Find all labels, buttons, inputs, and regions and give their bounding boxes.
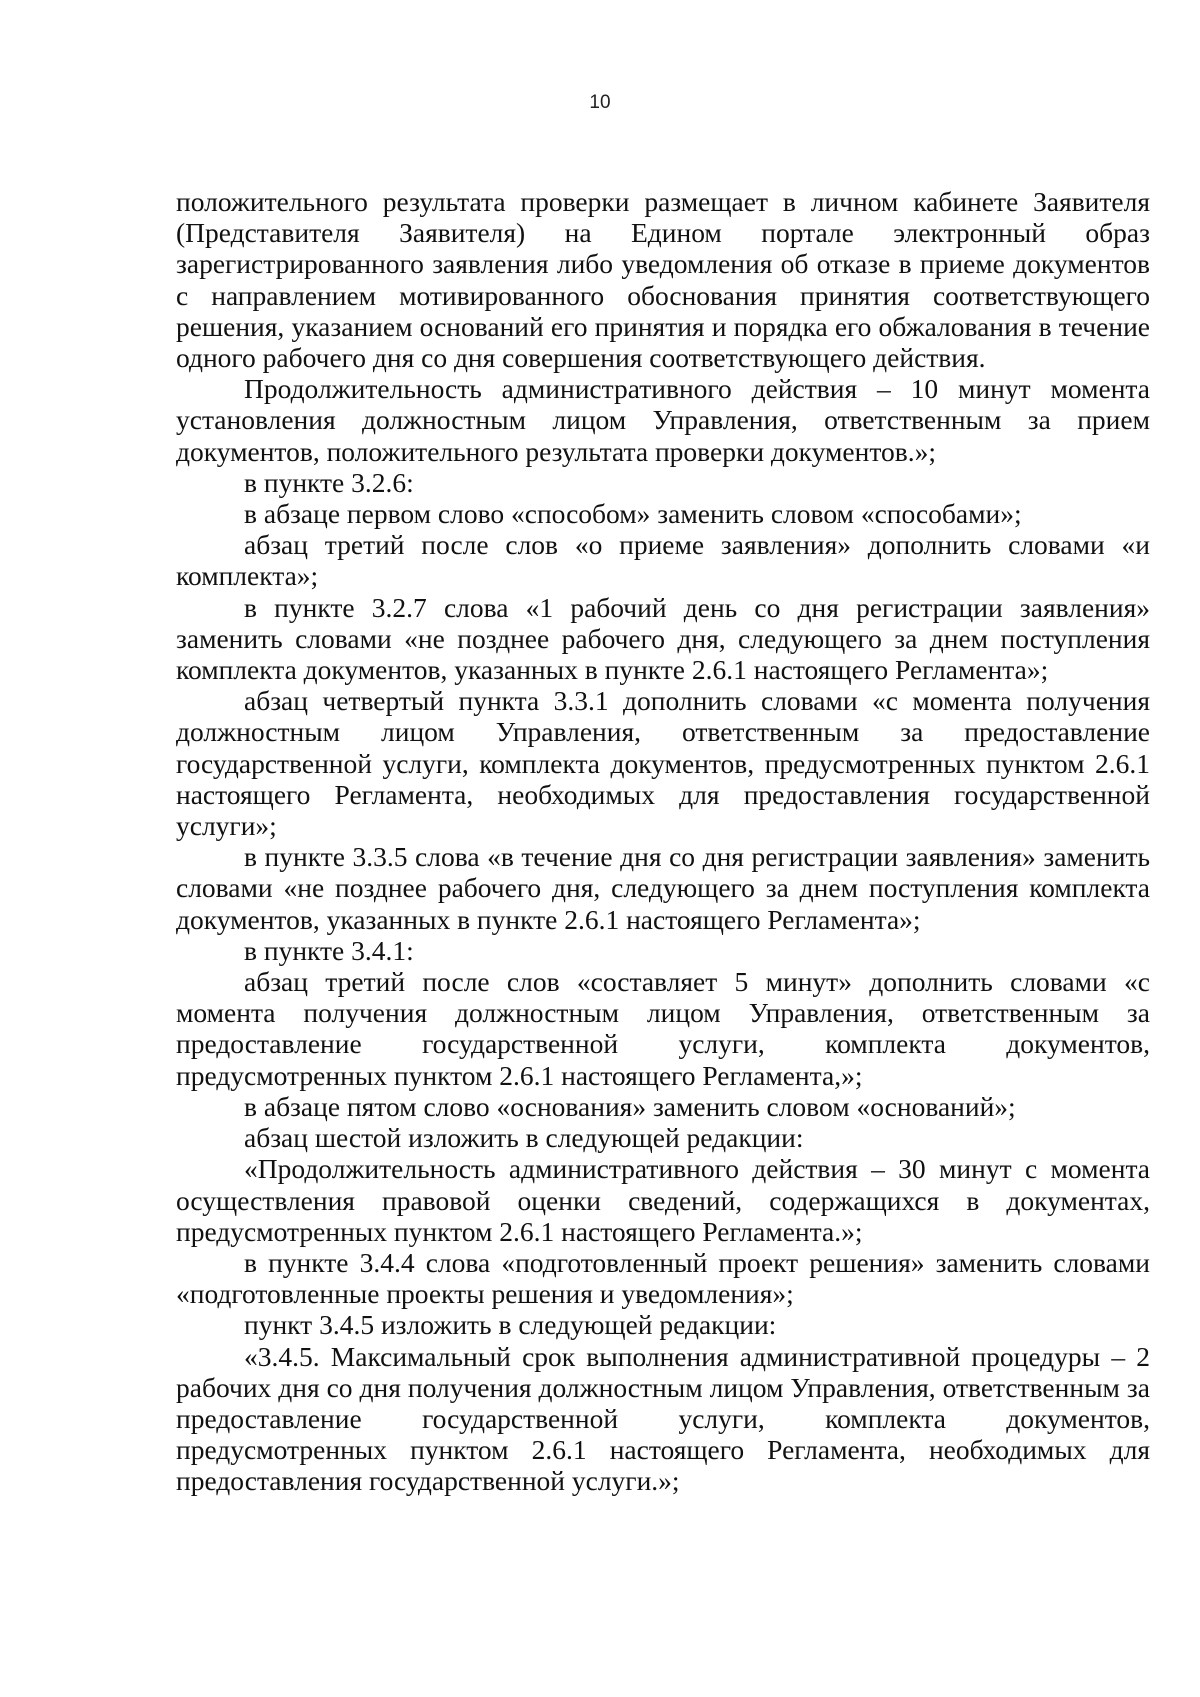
paragraph-3-4-1-sixth: абзац шестой изложить в следующей редакции:: [244, 1122, 804, 1154]
paragraph-3-2-6-first: в абзаце первом слово «способом» заменить словом «способами»;: [244, 498, 1022, 530]
page-number: 10: [589, 92, 611, 113]
paragraph-continuation: положительного результата проверки размещает в личном кабинете Заявителя (Представителя Заявителя) на Едином портале электронный образ зарегистрированного заявления либо уведомления об отказе в приеме документов с направлением мотивированного обоснования принятия соответствующего решения, указанием оснований его принятия и порядка его обжалования в течение одного рабочего дня со дня совершения соответствующего действия.: [176, 186, 1150, 374]
paragraph-item-3-4-4: в пункте 3.4.4 слова «подготовленный проект решения» заменить словами «подготовленные проекты решения и уведомления»;: [176, 1246, 1150, 1310]
paragraph-item-3-4-5: пункт 3.4.5 изложить в следующей редакции:: [244, 1309, 777, 1341]
paragraph-3-4-1-fifth: в абзаце пятом слово «основания» заменить словом «оснований»;: [244, 1090, 1016, 1122]
paragraph-duration-30-min: «Продолжительность административного действия – 30 минут с момента осуществления правовой оценки сведений, содержащихся в документах, предусмотренных пунктом 2.6.1 настоящего Регламента.»;: [176, 1153, 1150, 1247]
paragraph-item-3-2-7: в пункте 3.2.7 слова «1 рабочий день со дня регистрации заявления» заменить словами «не позднее рабочего дня, следующего за днем поступления комплекта документов, указанных в пункте 2.6.1 настоящего Регламента»;: [176, 591, 1150, 686]
paragraph-3-2-6-third: абзац третий после слов «о приеме заявления» дополнить словами «и комплекта»;: [176, 529, 1150, 592]
document-body: [176, 186, 1150, 1497]
paragraph-item-3-4-1: в пункте 3.4.1:: [244, 934, 414, 966]
paragraph-item-3-2-6: в пункте 3.2.6:: [244, 466, 414, 498]
paragraph-3-4-1-third: абзац третий после слов «составляет 5 минут» дополнить словами «с момента получения должностным лицом Управления, ответственным за предоставление государственной услуги, комплекта документов, предусмотренных пунктом 2.6.1 настоящего Регламента,»;: [176, 966, 1150, 1091]
paragraph-duration-10-min: Продолжительность административного действия – 10 минут момента установления должностным лицом Управления, ответственным за прием документов, положительного результата проверки документов.»;: [176, 373, 1150, 467]
paragraph-item-3-3-5: в пункте 3.3.5 слова «в течение дня со дня регистрации заявления» заменить словами «не позднее рабочего дня, следующего за днем поступления комплекта документов, указанных в пункте 2.6.1 настоящего Регламента»;: [176, 841, 1150, 935]
paragraph-item-3-3-1: абзац четвертый пункта 3.3.1 дополнить словами «с момента получения должностным лицом Управления, ответственным за предоставление государственной услуги, комплекта документов, предусмотренных пунктом 2.6.1 настоящего Регламента, необходимых для предоставления государственной услуги»;: [176, 685, 1150, 842]
paragraph-3-4-5-text: «3.4.5. Максимальный срок выполнения административной процедуры – 2 рабочих дня со дня получения должностным лицом Управления, ответственным за предоставление государственной услуги, комплекта документов, предусмотренных пунктом 2.6.1 настоящего Регламента, необходимых для предоставления государственной услуги.»;: [176, 1340, 1150, 1497]
